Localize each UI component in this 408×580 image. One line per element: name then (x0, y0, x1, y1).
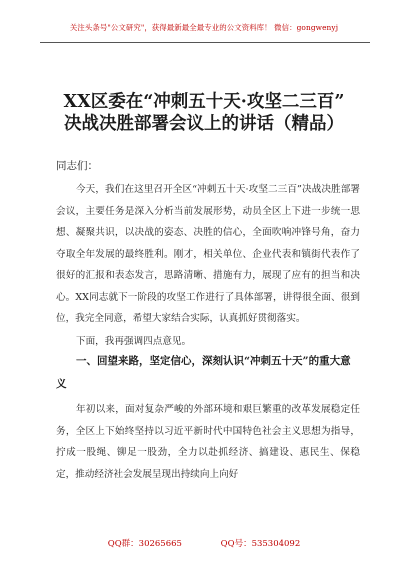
salutation: 同志们： (56, 160, 98, 172)
header-divider (40, 42, 370, 43)
footer-qq-group: QQ群：30265665 (107, 539, 182, 549)
paragraph-section-1: 年初以来，面对复杂严峻的外部环境和艰巨繁重的改革发展稳定任务，全区上下始终坚持以习近平新时代中国特色社会主义思想为指导，拧成一股绳、铆足一股劲，全力以赴抓经济、搞建设、惠民生、保稳定，推动经济社会发展呈现出持续向上向好 (56, 404, 360, 480)
document-title-line-2: 决战决胜部署会议上的讲话（精品） (64, 114, 344, 134)
footer-qq-number: QQ号：535304092 (220, 539, 301, 549)
footer-contact (0, 537, 408, 549)
section-heading-1: 一、回望来路，坚定信心，深刻认识“冲刺五十天”的重大意义 (56, 355, 351, 390)
header-banner: 关注头条号"公文研究"，获得最新最全最专业的公文资料库！ 微信：gongwenyj (69, 23, 339, 32)
document-title-line-1: XX区委在“冲刺五十天·攻坚二三百” (63, 92, 345, 112)
paragraph-opening: 今天，我们在这里召开全区“冲刺五十天·攻坚二三百”决战决胜部署会议，主要任务是深入分析当前发展形势，动员全区上下进一步统一思想、凝聚共识，以决战的姿态、决胜的信心，全面吹响冲锋号角，奋力夺取全年发展的最终胜利。刚才，相关单位、企业代表和镇街代表作了很好的汇报和表态发言，思路清晰、措施有力，展现了应有的担当和决心。XX同志就下一阶段的攻坚工作进行了具体部署，讲得很全面、很到位，我完全同意，希望大家结合实际，认真抓好贯彻落实。 (56, 184, 360, 324)
paragraph-transition: 下面，我再强调四点意见。 (76, 336, 192, 347)
